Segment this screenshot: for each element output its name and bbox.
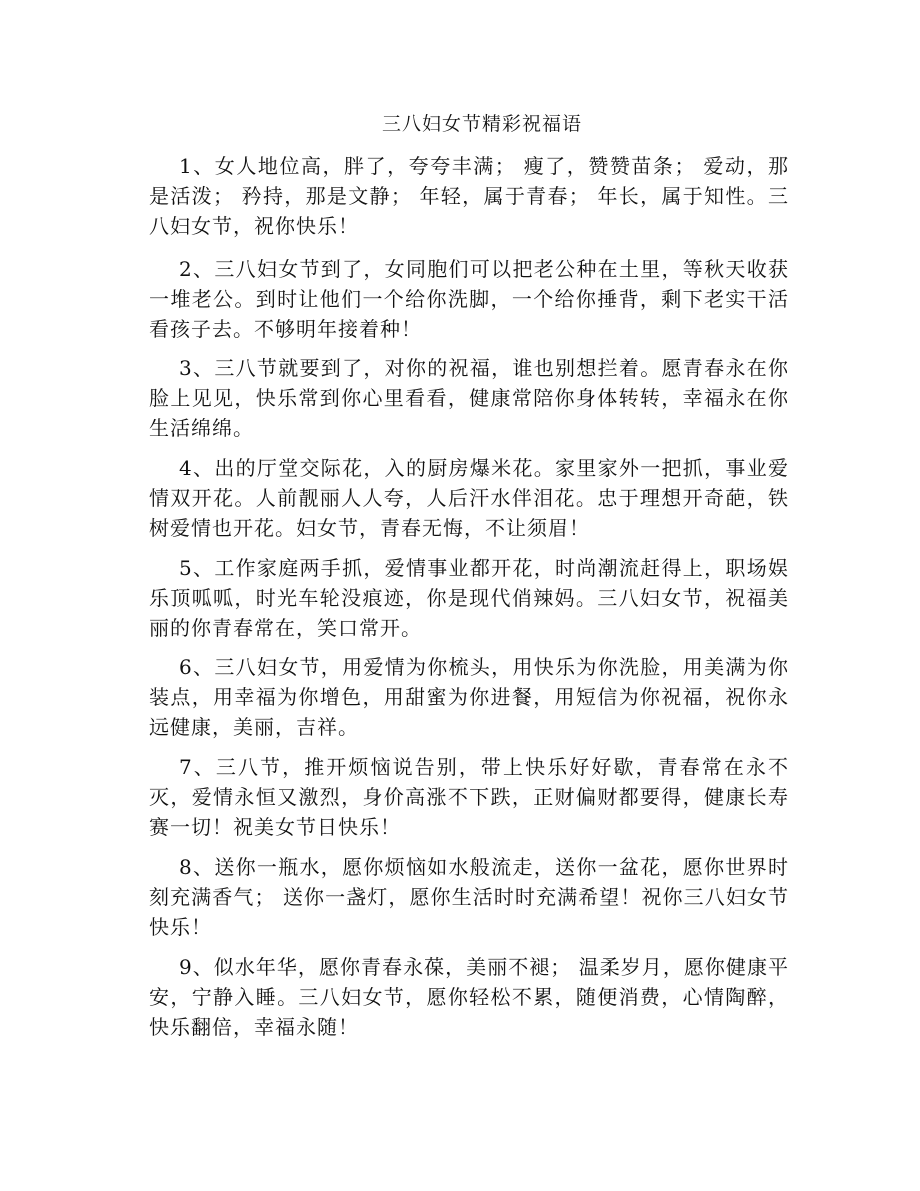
blessing-paragraph-4: 4、出的厅堂交际花，入的厨房爆米花。家里家外一把抓，事业爱情双开花。人前靓丽人人夸，人后汗水伴泪花。忠于理想开奇葩，铁树爱情也开花。妇女节，青春无悔，不让须眉！ (149, 456, 789, 540)
blessing-paragraph-7: 7、三八节，推开烦恼说告别，带上快乐好好歇，青春常在永不灭，爱情永恒又激烈，身价高涨不下跌，正财偏财都要得，健康长寿赛一切！祝美女节日快乐！ (149, 755, 789, 839)
blessing-paragraph-3: 3、三八节就要到了，对你的祝福，谁也别想拦着。愿青春永在你脸上见见，快乐常到你心里看看，健康常陪你身体转转，幸福永在你生活绵绵。 (149, 356, 789, 440)
blessing-paragraph-5: 5、工作家庭两手抓，爱情事业都开花，时尚潮流赶得上，职场娱乐顶呱呱，时光车轮没痕迹，你是现代俏辣妈。三八妇女节，祝福美丽的你青春常在，笑口常开。 (149, 556, 789, 640)
blessing-paragraph-8: 8、送你一瓶水，愿你烦恼如水般流走，送你一盆花，愿你世界时刻充满香气； 送你一盏灯，愿你生活时时充满希望！祝你三八妇女节快乐！ (149, 855, 789, 939)
blessing-paragraph-6: 6、三八妇女节，用爱情为你梳头，用快乐为你洗脸，用美满为你装点，用幸福为你增色，用甜蜜为你进餐，用短信为你祝福，祝你永远健康，美丽，吉祥。 (149, 655, 789, 739)
blessing-paragraph-2: 2、三八妇女节到了，女同胞们可以把老公种在土里，等秋天收获一堆老公。到时让他们一个给你洗脚，一个给你捶背，剩下老实干活看孩子去。不够明年接着种！ (149, 257, 789, 341)
document-title: 三八妇女节精彩祝福语 (381, 113, 582, 135)
blessing-paragraph-1: 1、女人地位高，胖了，夸夸丰满； 瘦了，赞赞苗条； 爱动，那是活泼； 矜持，那是文静； 年轻，属于青春； 年长，属于知性。三八妇女节，祝你快乐！ (149, 154, 789, 238)
blessing-paragraph-9: 9、似水年华，愿你青春永葆，美丽不褪； 温柔岁月，愿你健康平安，宁静入睡。三八妇女节，愿你轻松不累，随便消费，心情陶醉，快乐翻倍，幸福永随！ (149, 955, 789, 1039)
